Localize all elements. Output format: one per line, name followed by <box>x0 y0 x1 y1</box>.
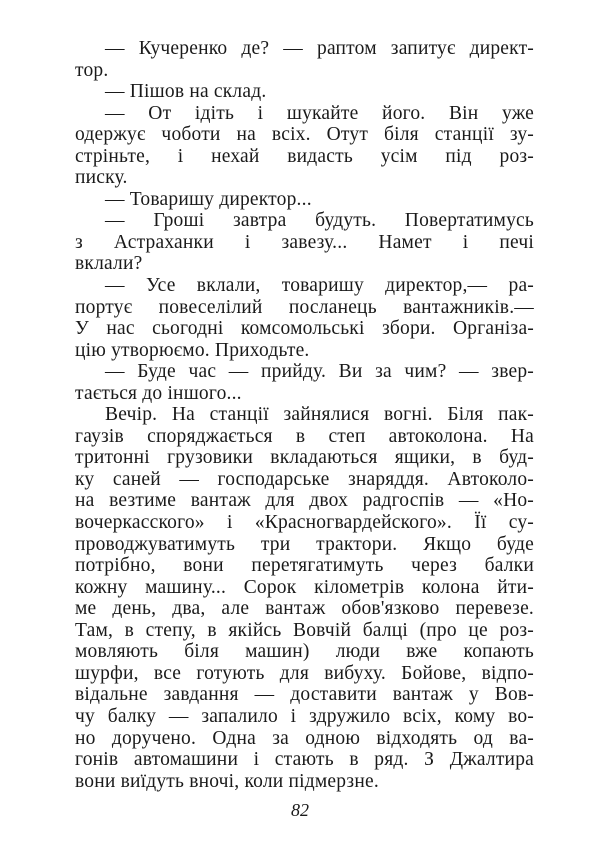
text-line: з Астраханки і завезу... Намет і печі <box>75 231 534 253</box>
text-line: Там, в степу, в якійсь Вовчій балці (про це роз- <box>75 619 534 641</box>
text-line: проводжуватимуть три трактори. Якщо буде <box>75 533 534 555</box>
text-line: шурфи, все готують для вибуху. Бойове, відпо- <box>75 662 534 684</box>
text-line: — От ідіть і шукайте його. Він уже <box>105 102 534 124</box>
text-line: цію утворюємо. Приходьте. <box>75 339 310 361</box>
text-line: вклали? <box>75 253 143 275</box>
text-line: відальне завдання — доставити вантаж у Вов- <box>75 684 534 706</box>
text-line: на везтиме вантаж для двох радгоспів — «Но- <box>75 490 534 512</box>
text-line: вочеркасского» і «Красногвардейского». Її су- <box>75 512 534 534</box>
text-line: — Товаришу директор... <box>105 188 312 210</box>
text-line: мовляють біля машин) люди вже копають <box>75 641 534 663</box>
text-line: ку саней — господарське знаряддя. Автоколо- <box>75 468 534 490</box>
text-line: стріньте, і нехай видасть усім під роз- <box>75 145 534 167</box>
page-body-text <box>75 38 534 792</box>
text-line: Вечір. На станції зайнялися вогні. Біля пак- <box>105 404 534 426</box>
text-line: потрібно, вони перетягатимуть через балки <box>75 555 534 577</box>
text-line: писку. <box>75 167 128 189</box>
text-line: ме день, два, але вантаж обов'язково перевезе. <box>75 598 534 620</box>
text-line: чу балку — запалило і здружило всіх, кому во- <box>75 705 534 727</box>
text-line: тритонні грузовики вкладаються ящики, в буд- <box>75 447 534 469</box>
text-line: — Гроші завтра будуть. Повертатимусь <box>105 210 534 232</box>
page-number: 82 <box>291 800 309 820</box>
text-line: гонів автомашини і стають в ряд. З Джалтира <box>75 749 534 771</box>
text-line: гаузів споряджається в степ автоколона. На <box>75 425 534 447</box>
text-line: портує повеселілий посланець вантажників.— <box>75 296 534 318</box>
text-line: — Усе вклали, товаришу директор,— ра- <box>105 275 534 297</box>
text-line: тається до іншого... <box>75 382 242 404</box>
text-line: — Буде час — прийду. Ви за чим? — звер- <box>105 361 534 383</box>
text-line: — Пішов на склад. <box>105 81 267 103</box>
text-line: одержує чоботи на всіх. Отут біля станції зу- <box>75 124 534 146</box>
text-line: но доручено. Одна за одною відходять од ва- <box>75 727 534 749</box>
text-line: У нас сьогодні комсомольські збори. Організа- <box>75 318 534 340</box>
text-line: — Кучеренко де? — раптом запитує директ- <box>105 38 534 59</box>
text-line: тор. <box>75 59 109 81</box>
text-line: вони виїдуть вночі, коли підмерзне. <box>75 770 379 792</box>
text-line: кожну машину... Сорок кілометрів колона йти- <box>75 576 534 598</box>
